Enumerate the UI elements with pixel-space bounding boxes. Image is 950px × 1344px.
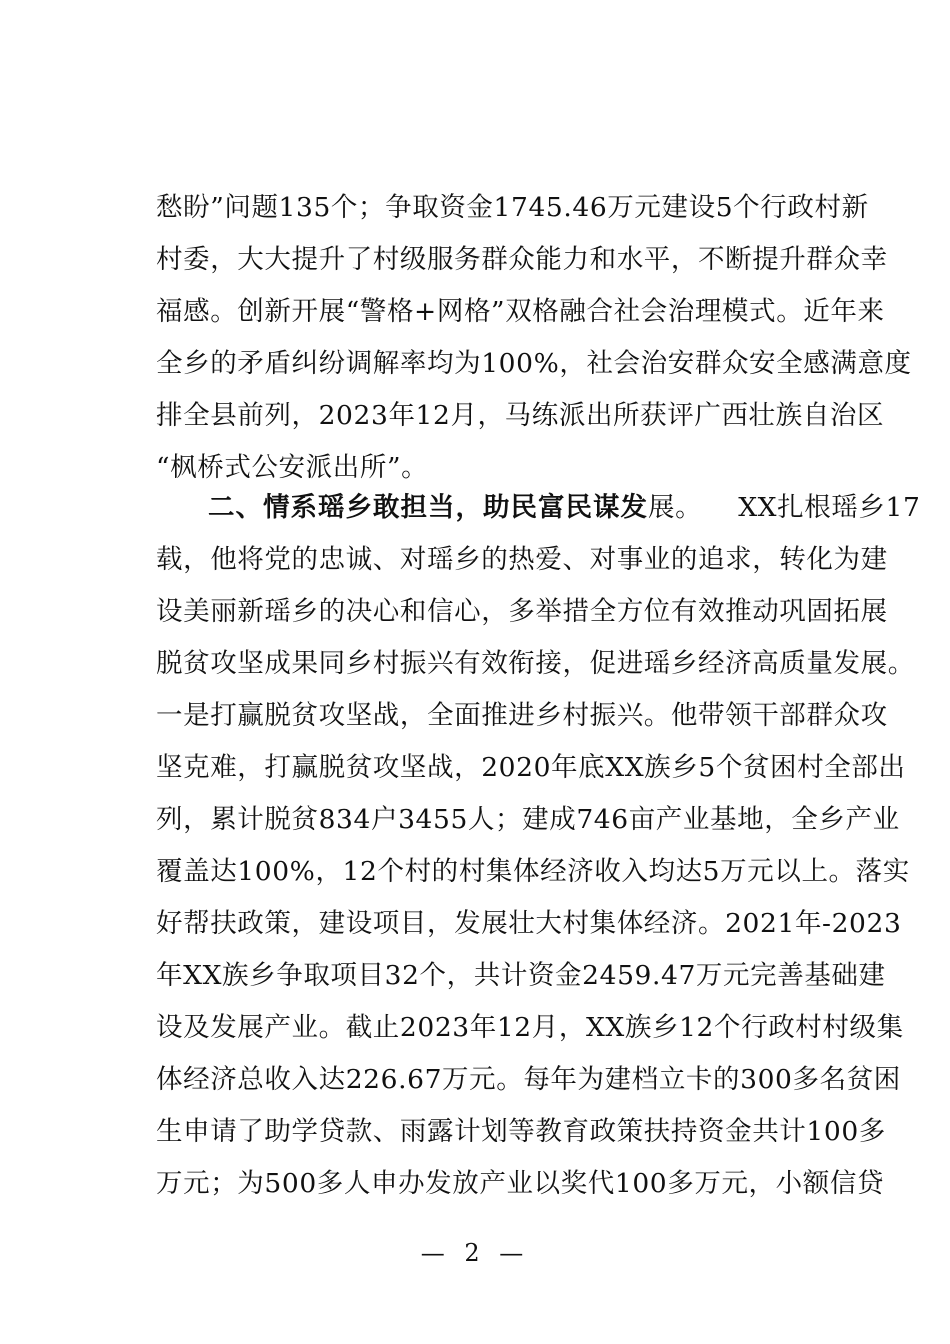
section-heading-line (208, 482, 921, 534)
section-heading: 二、情系瑶乡敢担当，助民富民谋发 (208, 492, 648, 523)
text-line: 覆盖达100%，12个村的村集体经济收入均达5万元以上。落实 (156, 856, 910, 887)
text-line: 生申请了助学贷款、雨露计划等教育政策扶持资金共计100多 (156, 1116, 886, 1147)
text-line: 排全县前列，2023年12月，马练派出所获评广西壮族自治区 (156, 400, 885, 431)
section-first-line-text: XX扎根瑶乡17 (738, 492, 921, 523)
text-line: 村委，大大提升了村级服务群众能力和水平，不断提升群众幸 (156, 244, 888, 275)
text-line: 万元；为500多人申办发放产业以奖代100多万元，小额信贷 (156, 1168, 885, 1199)
text-line: 脱贫攻坚成果同乡村振兴有效衔接，促进瑶乡经济高质量发展。 (156, 648, 915, 679)
section-heading-tail: 展。 (648, 492, 703, 523)
text-line: 好帮扶政策，建设项目，发展壮大村集体经济。2021年-2023 (156, 908, 902, 939)
text-line: 一是打赢脱贫攻坚战，全面推进乡村振兴。他带领干部群众攻 (156, 700, 888, 731)
text-line: 全乡的矛盾纠纷调解率均为100%，社会治安群众安全感满意度 (156, 348, 912, 379)
text-line: 体经济总收入达226.67万元。每年为建档立卡的300多名贫困 (156, 1064, 901, 1095)
page-number: — 2 — (420, 1239, 530, 1267)
text-line: 坚克难，打赢脱贫攻坚战，2020年底XX族乡5个贫困村全部出 (156, 752, 906, 783)
text-line: 列，累计脱贫834户3455人；建成746亩产业基地，全乡产业 (156, 804, 900, 835)
text-line: 福感。创新开展“警格+网格”双格融合社会治理模式。近年来 (156, 296, 885, 327)
text-line: 愁盼”问题135个；争取资金1745.46万元建设5个行政村新 (156, 192, 869, 223)
text-line: 年XX族乡争取项目32个，共计资金2459.47万元完善基础建 (156, 960, 886, 991)
text-line: 设美丽新瑶乡的决心和信心，多举措全方位有效推动巩固拓展 (156, 596, 888, 627)
text-line: “枫桥式公安派出所”。 (156, 452, 429, 483)
text-line: 载，他将党的忠诚、对瑶乡的热爱、对事业的追求，转化为建 (156, 544, 888, 575)
text-line: 设及发展产业。截止2023年12月，XX族乡12个行政村村级集 (156, 1012, 904, 1043)
